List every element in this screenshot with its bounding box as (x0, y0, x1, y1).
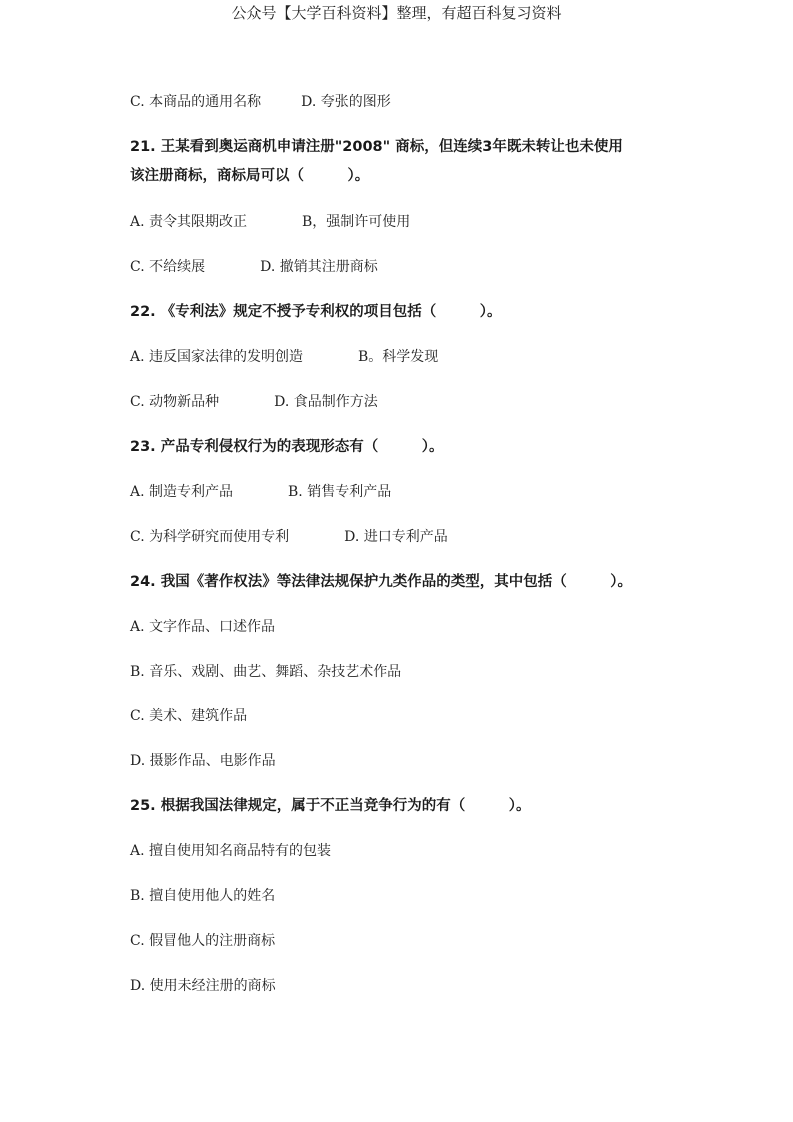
option-line (130, 662, 401, 682)
option-text: C. 为科学研究而使用专利 (130, 529, 290, 545)
option-text: D. 撤销其注册商标 (260, 259, 378, 275)
option-text: B. 销售专利产品 (288, 484, 392, 500)
question-text: 该注册商标，商标局可以（ ）。 (130, 168, 370, 184)
option-line (130, 257, 378, 277)
question-text: 22. 《专利法》规定不授予专利权的项目包括（ ）。 (130, 304, 502, 320)
question-text: 25. 根据我国法律规定，属于不正当竞争行为的有（ ）。 (130, 798, 531, 814)
option-text: A. 文字作品、口述作品 (130, 619, 276, 635)
option-line (130, 886, 275, 906)
option-text: D. 进口专利产品 (344, 529, 448, 545)
option-line (130, 841, 331, 861)
option-text: C. 动物新品种 (130, 394, 220, 410)
question-line (130, 572, 632, 592)
option-line (130, 751, 276, 771)
option-line (130, 931, 275, 951)
option-text: B，强制许可使用 (302, 214, 411, 230)
option-text: A. 责令其限期改正 (130, 214, 248, 230)
question-line (130, 437, 443, 457)
option-line (130, 482, 391, 502)
option-line (130, 617, 275, 637)
option-line (130, 212, 410, 232)
option-text: B. 擅自使用他人的姓名 (130, 888, 276, 904)
option-text: D. 摄影作品、电影作品 (130, 753, 276, 769)
option-text: D. 使用未经注册的商标 (130, 978, 276, 994)
page-header: 公众号【大学百科资料】整理，有超百科复习资料 (231, 4, 562, 22)
option-text: B. 音乐、戏剧、曲艺、舞蹈、杂技艺术作品 (130, 664, 402, 680)
option-text: A. 违反国家法律的发明创造 (130, 349, 304, 365)
option-text: D. 食品制作方法 (274, 394, 378, 410)
option-text: C. 本商品的通用名称 (130, 94, 262, 110)
option-text: A. 制造专利产品 (130, 484, 234, 500)
option-line (130, 392, 378, 412)
option-line (130, 527, 448, 547)
question-line (130, 166, 369, 186)
option-line (130, 976, 276, 996)
question-line (130, 137, 623, 157)
option-line (130, 706, 247, 726)
question-text: 24. 我国《著作权法》等法律法规保护九类作品的类型，其中包括（ ）。 (130, 574, 632, 590)
question-line (130, 302, 501, 322)
question-text: 23. 产品专利侵权行为的表现形态有（ ）。 (130, 439, 444, 455)
option-line (130, 347, 438, 367)
option-text: A. 擅自使用知名商品特有的包装 (130, 843, 332, 859)
option-text: B。科学发现 (358, 349, 439, 365)
option-line (130, 92, 391, 112)
option-text: C. 不给续展 (130, 259, 206, 275)
question-line (130, 796, 530, 816)
option-text: C. 美术、建筑作品 (130, 708, 248, 724)
option-text: D. 夸张的图形 (301, 94, 391, 110)
option-text: C. 假冒他人的注册商标 (130, 933, 276, 949)
question-text: 21. 王某看到奥运商机申请注册"2008" 商标，但连续3年既未转让也未使用 (130, 139, 623, 155)
